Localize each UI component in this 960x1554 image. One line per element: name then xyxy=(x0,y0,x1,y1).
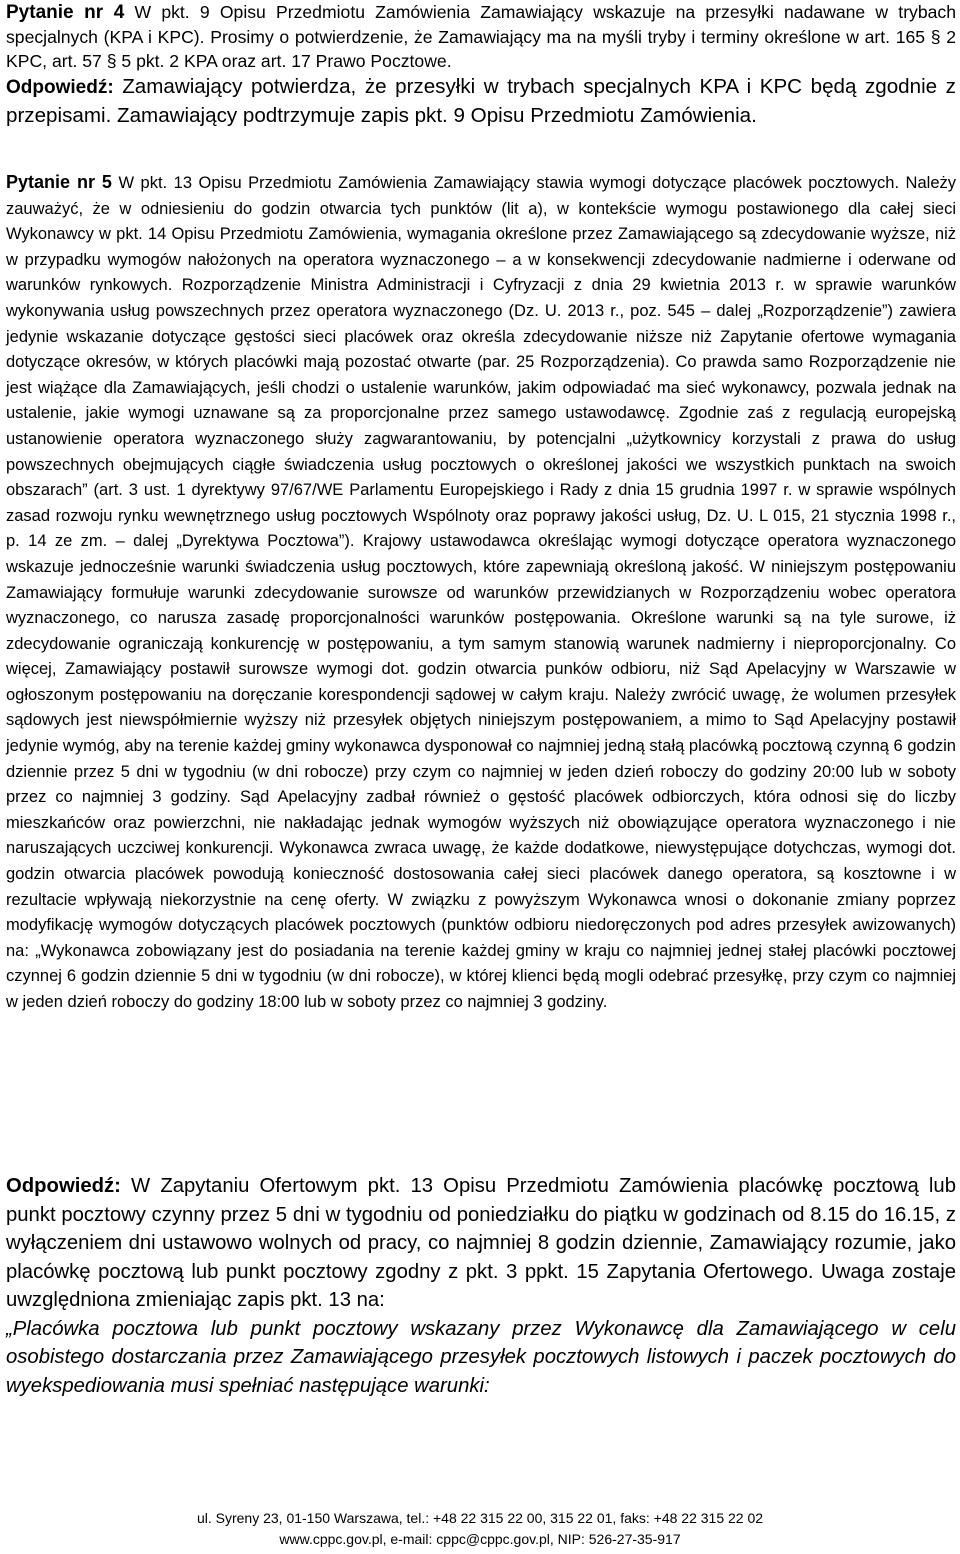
question-5-label: Pytanie nr 5 xyxy=(6,172,112,192)
question-4-text: W pkt. 9 Opisu Przedmiotu Zamówienia Zamawiający wskazuje na przesyłki nadawane w trybach specjalnych (KPA i KPC). Prosimy o potwierdzenie, że Zamawiający ma na myśli tryby i terminy określone w art. 165 § 2 KPC, art. 57 § 5 pkt. 2 KPA oraz art. 17 Prawo Pocztowe. xyxy=(6,2,957,71)
answer-4-block xyxy=(6,73,956,130)
answer-5-text: W Zapytaniu Ofertowym pkt. 13 Opisu Przedmiotu Zamówienia placówkę pocztową lub punkt pocztowy czynny przez 5 dni w tygodniu od poniedziałku do piątku w godzinach od 8.15 do 16.15, z wyłączeniem dni ustawowo wolnych od pracy, co najmniej 8 godzin dziennie, Zamawiający rozumie, jako placówkę pocztową lub punkt pocztowy zgodny z pkt. 3 ppkt. 15 Zapytania Ofertowego. Uwaga zostaje uwzględniona zmieniając zapis pkt. 13 na: xyxy=(6,1175,956,1311)
question-5-block xyxy=(6,170,956,1016)
answer-5-quote: „Placówka pocztowa lub punkt pocztowy wskazany przez Wykonawcę dla Zamawiającego w celu osobistego dostarczania przez Zamawiającego przesyłek pocztowych listowych i paczek pocztowych do wyekspediowania musi spełniać następujące warunki: xyxy=(6,1317,956,1397)
question-4-label: Pytanie nr 4 xyxy=(6,2,125,23)
answer-4-label: Odpowiedź: xyxy=(6,77,114,98)
answer-4-text: Zamawiający potwierdza, że przesyłki w trybach specjalnych KPA i KPC będą zgodnie z przepisami. Zamawiający podtrzymuje zapis pkt. 9 Opisu Przedmiotu Zamówienia. xyxy=(6,75,956,127)
footer-contact: www.cppc.gov.pl, e-mail: cppc@cppc.gov.pl, NIP: 526-27-35-917 xyxy=(279,1531,681,1547)
footer-address: ul. Syreny 23, 01-150 Warszawa, tel.: +48 22 315 22 00, 315 22 01, faks: +48 22 315 22 02 xyxy=(196,1510,764,1526)
page-footer xyxy=(0,1508,960,1550)
question-5-text: W pkt. 13 Opisu Przedmiotu Zamówienia Zamawiający stawia wymogi dotyczące placówek pocztowych. Należy zauważyć, że w odniesieniu do godzin otwarcia tych punktów (lit a), w kontekście wymogu postawionego dla całej sieci Wykonawcy w pkt. 14 Opisu Przedmiotu Zamówienia, wymagania określone przez Zamawiającego są zdecydowanie wyższe, niż w przypadku wymogów nałożonych na operatora wyznaczonego – a w konsekwencji zdecydowanie nadmierne i oderwane od warunków rynkowych. Rozporządzenie Ministra Administracji i Cyfryzacji z dnia 29 kwietnia 2013 r. w sprawie warunków wykonywania usług powszechnych przez operatora wyznaczonego (Dz. U. 2013 r., poz. 545 – dalej „Rozporządzenie”) zawiera jedynie wskazanie dotyczące gęstości sieci placówek oraz określa zdecydowanie niższe niż Zapytanie ofertowe wymagania dotyczące okresów, w których placówki mają pozostać otwarte (par. 25 Rozporządzenia). Co prawda samo Rozporządzenie nie jest wiążące dla Zamawiających, jeśli chodzi o ustalenie warunków, jakim odpowiadać ma sieć wykonawcy, pozwala jednak na ustalenie, jakie wymogi uznawane są za proporcjonalne przez samego ustawodawcę. Zgodnie zaś z regulacją europejską ustanowienie operatora wyznaczonego służy zagwarantowaniu, by potencjalni „użytkownicy korzystali z prawa do usług powszechnych obejmujących ciągłe świadczenia usług pocztowych o określonej jakości we wszystkich punktach na swoich obszarach” (art. 3 ust. 1 dyrektywy 97/67/WE Parlamentu Europejskiego i Rady z dnia 15 grudnia 1997 r. w sprawie wspólnych zasad rozwoju rynku wewnętrznego usług pocztowych Wspólnoty oraz poprawy jakości usług, Dz. U. L 015, 21 stycznia 1998 r., p. 14 ze zm. – dalej „Dyrektywa Pocztowa”). Krajowy ustawodawca określając wymogi dotyczące operatora wyznaczonego wskazuje jednocześnie warunki świadczenia usług pocztowych, które zapewniają określoną jakość. W niniejszym postępowaniu Zamawiający formułuje warunki zdecydowanie surowsze od warunków przewidzianych w Rozporządzeniu wobec operatora wyznaczonego, co narusza zasadę proporcjonalności warunków postępowania. Określone warunki są na tyle surowe, iż zdecydowanie ograniczają konkurencję w postępowaniu, a tym samym stanowią warunek nadmierny i nieproporcjonalny. Co więcej, Zamawiający postawił surowsze wymogi dot. godzin otwarcia punków odbioru, niż Sąd Apelacyjny w Warszawie w ogłoszonym postępowaniu na doręczanie korespondencji sądowej w całym kraju. Należy zwrócić uwagę, że wolumen przesyłek sądowych jest niewspółmiernie wyższy niż przesyłek objętych niniejszym postępowaniem, a mimo to Sąd Apelacyjny postawił jedynie wymóg, aby na terenie każdej gminy wykonawca dysponował co najmniej jedną stałą placówką pocztową czynną 6 godzin dziennie przez 5 dni w tygodniu (w dni robocze) przy czym co najmniej w jeden dzień roboczy do godziny 20:00 lub w soboty przez co najmniej 3 godziny. Sąd Apelacyjny zadbał również o gęstość placówek odbiorczych, która odnosi się do liczby mieszkańców oraz powierzchni, nie nakładając jednak wymogów wyższych niż obowiązujące operatora wyznaczonego i nie naruszających uczciwej konkurencji. Wykonawca zwraca uwagę, że każde dodatkowe, niewystępujące dotychczas, wymogi dot. godzin otwarcia placówek powodują konieczność dostosowania całej sieci placówek danego operatora, są kosztowne i w rezultacie wpływają niekorzystnie na cenę oferty. W związku z powyższym Wykonawca wnosi o dokonanie zmiany poprzez modyfikację wymogów dotyczących placówek pocztowych (punktów odbioru niedoręczonych pod adres przesyłek awizowanych) na: „Wykonawca zobowiązany jest do posiadania na terenie każdej gminy w kraju co najmniej jednej stałej placówki pocztowej czynnej 6 godzin dziennie 5 dni w tygodniu (w dni robocze), w której klienci będą mogli odebrać przesyłkę, przy czym co najmniej w jeden dzień roboczy do godziny 18:00 lub w soboty przez co najmniej 3 godziny. xyxy=(6,174,956,1011)
answer-5-block xyxy=(6,1172,956,1400)
answer-5-label: Odpowiedź: xyxy=(6,1175,121,1197)
question-4-block xyxy=(6,0,956,130)
